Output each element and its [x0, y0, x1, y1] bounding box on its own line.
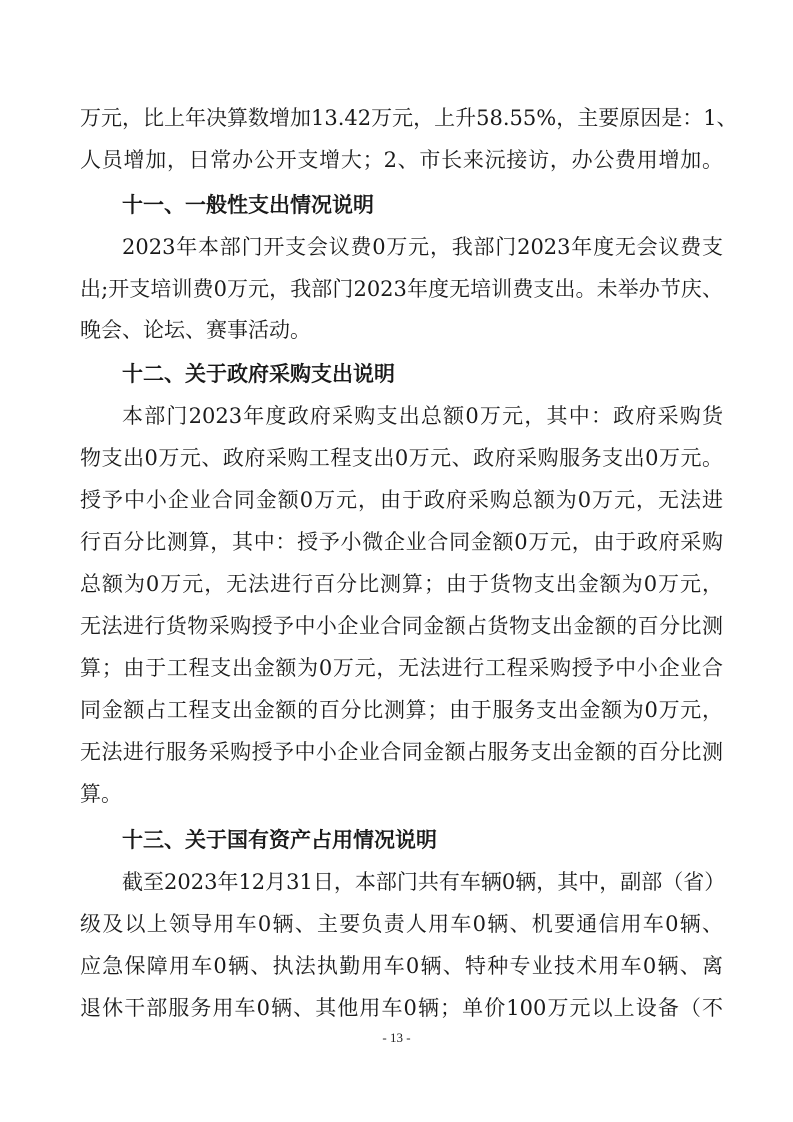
body-line: 2023年本部门开支会议费0万元，我部门2023年度无会议费支	[122, 235, 723, 259]
section-heading-11: 十一、一般性支出情况说明	[122, 193, 374, 217]
body-line: 晚会、论坛、赛事活动。	[80, 318, 311, 342]
body-line: 行百分比测算，其中：授予小微企业合同金额0万元，由于政府采购	[80, 530, 723, 554]
body-line: 截至2023年12月31日，本部门共有车辆0辆，其中，副部（省）	[122, 870, 726, 894]
body-line: 算。	[80, 782, 122, 806]
body-line: 万元，比上年决算数增加13.42万元，上升58.55%，主要原因是：1、	[80, 106, 738, 130]
body-line: 物支出0万元、政府采购工程支出0万元、政府采购服务支出0万元。	[80, 446, 723, 470]
page-number: - 13 -	[382, 1030, 411, 1045]
body-line: 本部门2023年度政府采购支出总额0万元，其中：政府采购货	[122, 404, 723, 428]
body-line: 授予中小企业合同金额0万元，由于政府采购总额为0万元，无法进	[80, 488, 723, 512]
section-heading-12: 十二、关于政府采购支出说明	[122, 362, 395, 386]
body-line: 无法进行服务采购授予中小企业合同金额占服务支出金额的百分比测	[80, 740, 723, 764]
body-line: 总额为0万元，无法进行百分比测算；由于货物支出金额为0万元，	[80, 572, 723, 596]
body-line: 无法进行货物采购授予中小企业合同金额占货物支出金额的百分比测	[80, 614, 723, 638]
body-line: 算；由于工程支出金额为0万元，无法进行工程采购授予中小企业合	[80, 656, 723, 680]
body-line: 应急保障用车0辆、执法执勤用车0辆、特种专业技术用车0辆、离	[80, 954, 723, 978]
body-line: 级及以上领导用车0辆、主要负责人用车0辆、机要通信用车0辆、	[80, 912, 723, 936]
body-line: 人员增加，日常办公开支增大；2、市长来沅接访，办公费用增加。	[80, 148, 723, 172]
body-line: 同金额占工程支出金额的百分比测算；由于服务支出金额为0万元，	[80, 698, 723, 722]
section-heading-13: 十三、关于国有资产占用情况说明	[122, 828, 437, 852]
body-line: 出;开支培训费0万元，我部门2023年度无培训费支出。未举办节庆、	[80, 277, 723, 301]
body-line: 退休干部服务用车0辆、其他用车0辆；单价100万元以上设备（不	[80, 996, 723, 1020]
